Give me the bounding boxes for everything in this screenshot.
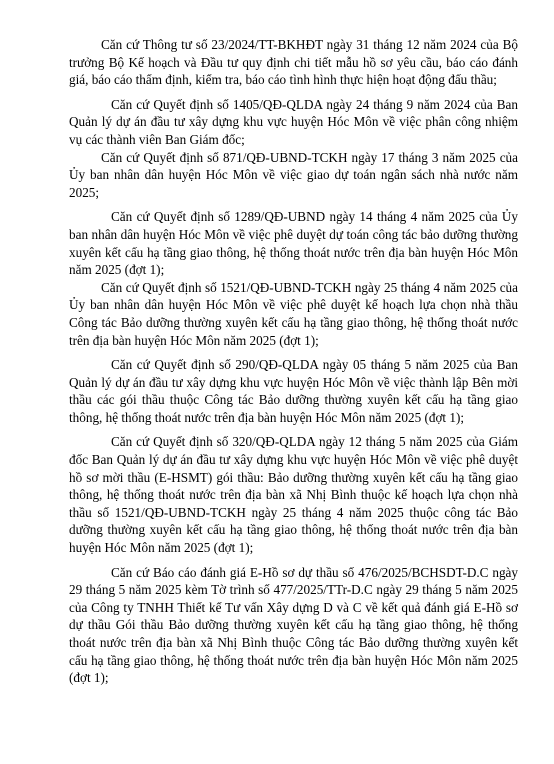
paragraph-decision-290: Căn cứ Quyết định số 290/QĐ-QLDA ngày 05 tháng 5 năm 2025 của Ban Quản lý dự án đầu tư xây dựng khu vực huyện Hóc Môn về việc thành lập Bên mời thầu các gói thầu thuộc Công tác Bảo dưỡng thường xuyên kết cấu hạ tầng giao thông, hệ thống thoát nước trên địa bàn huyện Hóc Môn năm 2025 (đợt 1); bbox=[69, 357, 518, 425]
document-body bbox=[69, 36, 518, 694]
paragraph-decision-1521: Căn cứ Quyết định số 1521/QĐ-UBND-TCKH ngày 25 tháng 4 năm 2025 của Ủy ban nhân dân huyện Hóc Môn về việc phê duyệt kế hoạch lựa chọn nhà thầu Công tác Bảo dưỡng thường xuyên kết cấu hạ tầng giao thông, hệ thống thoát nước trên địa bàn huyện Hóc Môn năm 2025 (đợt 1); bbox=[69, 279, 518, 348]
paragraph-circular-23-2024: Căn cứ Thông tư số 23/2024/TT-BKHĐT ngày 31 tháng 12 năm 2024 của Bộ trưởng Bộ Kế hoạch và Đầu tư quy định chi tiết mẫu hồ sơ yêu cầu, báo cáo đánh giá, báo cáo thẩm định, kiểm tra, báo cáo tình hình thực hiện hoạt động đấu thầu; bbox=[69, 37, 518, 88]
paragraph-decision-320: Căn cứ Quyết định số 320/QĐ-QLDA ngày 12 tháng 5 năm 2025 của Giám đốc Ban Quản lý dự án đầu tư xây dựng khu vực huyện Hóc Môn về việc phê duyệt hồ sơ mời thầu (E-HSMT) gói thầu: Bảo dưỡng thường xuyên kết cấu hạ tầng giao thông, hệ thống thoát nước trên địa bàn xã Nhị Bình thuộc kế hoạch lựa chọn nhà thầu số 1521/QĐ-UBND-TCKH ngày 25 tháng 4 năm 2025 thuộc công tác Bảo dưỡng thường xuyên kết cấu hạ tầng giao thông, hệ thống thoát nước trên địa bàn huyện Hóc Môn năm 2025 (đợt 1); bbox=[69, 434, 518, 556]
paragraph-evaluation-report-476: Căn cứ Báo cáo đánh giá E-Hồ sơ dự thầu số 476/2025/BCHSDT-D.C ngày 29 tháng 5 năm 2025 kèm Tờ trình số 477/2025/TTr-D.C ngày 29 tháng 5 năm 2025 của Công ty TNHH Thiết kế Tư vấn Xây dựng D và C về kết quả đánh giá E-Hồ sơ dự thầu Gói thầu Bảo dưỡng thường xuyên kết cấu hạ tầng giao thông, hệ thống thoát nước trên địa bàn xã Nhị Bình thuộc Công tác Bảo dưỡng thường xuyên kết cấu hạ tầng giao thông, hệ thống thoát nước trên địa bàn huyện Hóc Môn năm 2025 (đợt 1); bbox=[69, 564, 518, 686]
paragraph-decision-1405: Căn cứ Quyết định số 1405/QĐ-QLDA ngày 24 tháng 9 năm 2024 của Ban Quản lý dự án đầu tư xây dựng khu vực huyện Hóc Môn về việc phân công nhiệm vụ các thành viên Ban Giám đốc; bbox=[69, 96, 518, 147]
paragraph-decision-1289: Căn cứ Quyết định số 1289/QĐ-UBND ngày 14 tháng 4 năm 2025 của Ủy ban nhân dân huyện Hóc Môn về việc phê duyệt dự toán công tác bảo dưỡng thường xuyên kết cấu hạ tầng giao thông, hệ thống thoát nước trên địa bàn huyện Hóc Môn năm 2025 (đợt 1); bbox=[69, 209, 518, 278]
paragraph-decision-871: Căn cứ Quyết định số 871/QĐ-UBND-TCKH ngày 17 tháng 3 năm 2025 của Ủy ban nhân dân huyện Hóc Môn về việc giao dự toán ngân sách nhà nước năm 2025; bbox=[69, 149, 518, 200]
